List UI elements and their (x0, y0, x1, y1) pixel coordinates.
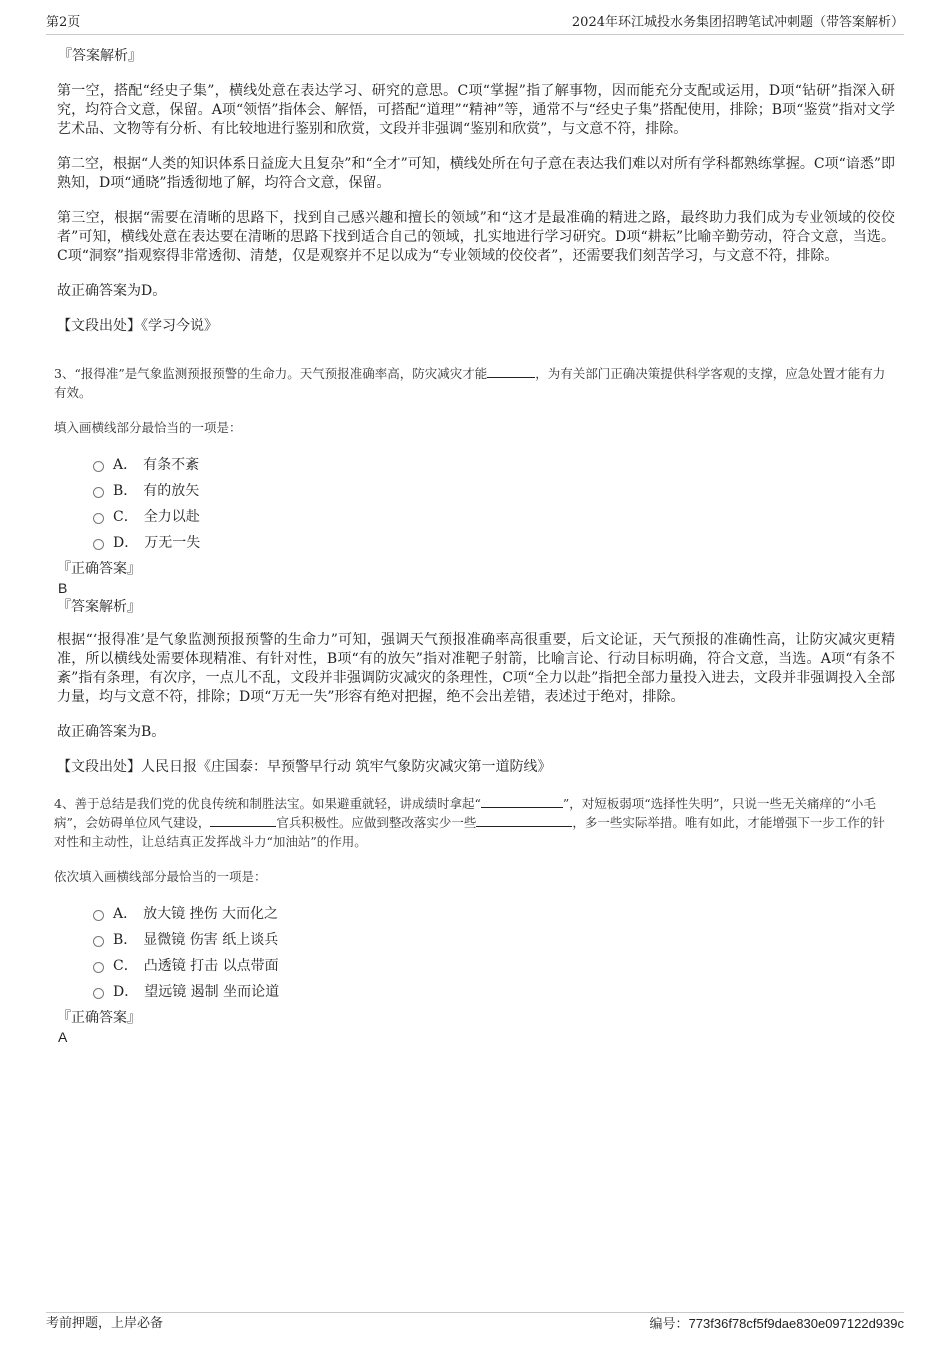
analysis-heading: 『答案解析』 (58, 48, 142, 64)
option-b[interactable]: B． 显微镜 伤害 纸上谈兵 (93, 927, 895, 953)
source-citation: 【文段出处】《学习今说》 (57, 318, 218, 334)
option-d[interactable]: D． 万无一失 (93, 530, 895, 556)
question-stem: 3、“报得准”是气象监测预报预警的生命力。天气预报准确率高，防灾减灾才能 ，为有关部门正确决策提供科学客观的支撑，应急处置才能有力有效。 (54, 366, 886, 400)
option-a[interactable]: A． 放大镜 挫伤 大而化之 (93, 901, 895, 927)
correct-answer-heading: 『正确答案』 (57, 561, 141, 577)
page-number: 第2页 (46, 15, 81, 30)
conclusion: 故正确答案为B。 (57, 724, 166, 740)
radio-icon[interactable] (93, 461, 104, 472)
option-c[interactable]: C． 全力以赴 (93, 504, 895, 530)
option-a[interactable]: A． 有条不紊 (93, 452, 895, 478)
question-prompt: 依次填入画横线部分最恰当的一项是： (54, 869, 267, 884)
source-citation: 【文段出处】人民日报《庄国泰：早预警早行动 筑牢气象防灾减灾第一道防线》 (57, 759, 552, 775)
footer-slogan: 考前押题，上岸必备 (46, 1316, 164, 1331)
fill-blank-2 (210, 814, 276, 827)
analysis-paragraph-2: 第二空，根据“人类的知识体系日益庞大且复杂”和“全才”可知，横线处所在句子意在表达我们难以对所有学科都熟练掌握。C项“谙悉”即熟知，D项“通晓”指透彻地了解，均符合文意，保留。 (57, 156, 895, 191)
analysis-paragraph-1: 第一空，搭配“经史子集”，横线处意在表达学习、研究的意思。C项“掌握”指了解事物，因而能充分支配或运用，D项“钻研”指深入研究，均符合文意，保留。A项“领悟”指体会、解悟，可搭配“道理”“精神”等，通常不与“经史子集”搭配使用，排除；B项“鉴赏”指对文学艺术品、文物等有分析、有比较地进行鉴别和欣赏，文段并非强调“鉴别和欣赏”，与文意不符，排除。 (57, 83, 895, 137)
radio-icon[interactable] (93, 487, 104, 498)
radio-icon[interactable] (93, 539, 104, 550)
option-b[interactable]: B． 有的放矢 (93, 478, 895, 504)
correct-answer: A (58, 1029, 68, 1045)
analysis-paragraph-3: 第三空，根据“需要在清晰的思路下，找到自己感兴趣和擅长的领域”和“这才是最准确的精进之路，最终助力我们成为专业领域的佼佼者”可知，横线处意在表达要在清晰的思路下找到适合自己的领域，扎实地进行学习研究。D项“耕耘”比喻辛勤劳动，符合文意，当选。C项“洞察”指观察得非常透彻、清楚，仅是观察并不足以成为“专业领域的佼佼者”，还需要我们刻苦学习，与文意不符，排除。 (57, 210, 895, 264)
conclusion: 故正确答案为D。 (57, 283, 167, 299)
option-c[interactable]: C． 凸透镜 打击 以点带面 (93, 953, 895, 979)
options-list (93, 901, 895, 1005)
analysis-heading: 『答案解析』 (57, 599, 141, 615)
radio-icon[interactable] (93, 988, 104, 999)
question-stem: 4、善于总结是我们党的优良传统和制胜法宝。如果避重就轻，讲成绩时拿起“ ”，对短板弱项“选择性失明”，只说一些无关痛痒的“小毛病”，会妨碍单位风气建设， 官兵积极性。应做到整改落实少一些 ，多一些实际举措。唯有如此，才能增强下一步工作的针对性和主动性，让总结真正发挥战斗力“加油站”的作用。 (54, 796, 885, 849)
document-code: 编号：773f36f78cf5f9dae830e097122d939c (649, 1316, 904, 1332)
document-title: 2024年环江城投水务集团招聘笔试冲刺题（带答案解析） (571, 15, 904, 30)
question-4 (54, 794, 895, 1046)
analysis-paragraph: 根据“‘报得准’是气象监测预报预警的生命力”可知，强调天气预报准确率高很重要，后文论证，天气预报的准确性高，让防灾减灾更精准，所以横线处需要体现精准、有针对性，B项“有的放矢”指对准靶子射箭，比喻言论、行动目标明确，符合文意，当选。A项“有条不紊”指有条理，有次序，一点儿不乱，文段并非强调防灾减灾的条理性，C项“全力以赴”指把全部力量投入进去，文段并非强调投入全部力量，均与文意不符，排除；D项“万无一失”形容有绝对把握，绝不会出差错，表述过于绝对，排除。 (57, 632, 895, 705)
page-header (46, 12, 904, 35)
radio-icon[interactable] (93, 962, 104, 973)
correct-answer-heading: 『正确答案』 (57, 1010, 141, 1026)
options-list (93, 452, 895, 556)
question-3 (54, 364, 895, 777)
fill-blank (487, 365, 535, 378)
correct-answer: B (58, 580, 68, 596)
radio-icon[interactable] (93, 513, 104, 524)
question-prompt: 填入画横线部分最恰当的一项是： (54, 420, 242, 435)
page-footer (46, 1312, 904, 1335)
option-d[interactable]: D． 望远镜 遏制 坐而论道 (93, 979, 895, 1005)
fill-blank-3 (476, 814, 572, 827)
radio-icon[interactable] (93, 910, 104, 921)
radio-icon[interactable] (93, 936, 104, 947)
fill-blank-1 (481, 795, 563, 808)
page-content (54, 46, 895, 1046)
